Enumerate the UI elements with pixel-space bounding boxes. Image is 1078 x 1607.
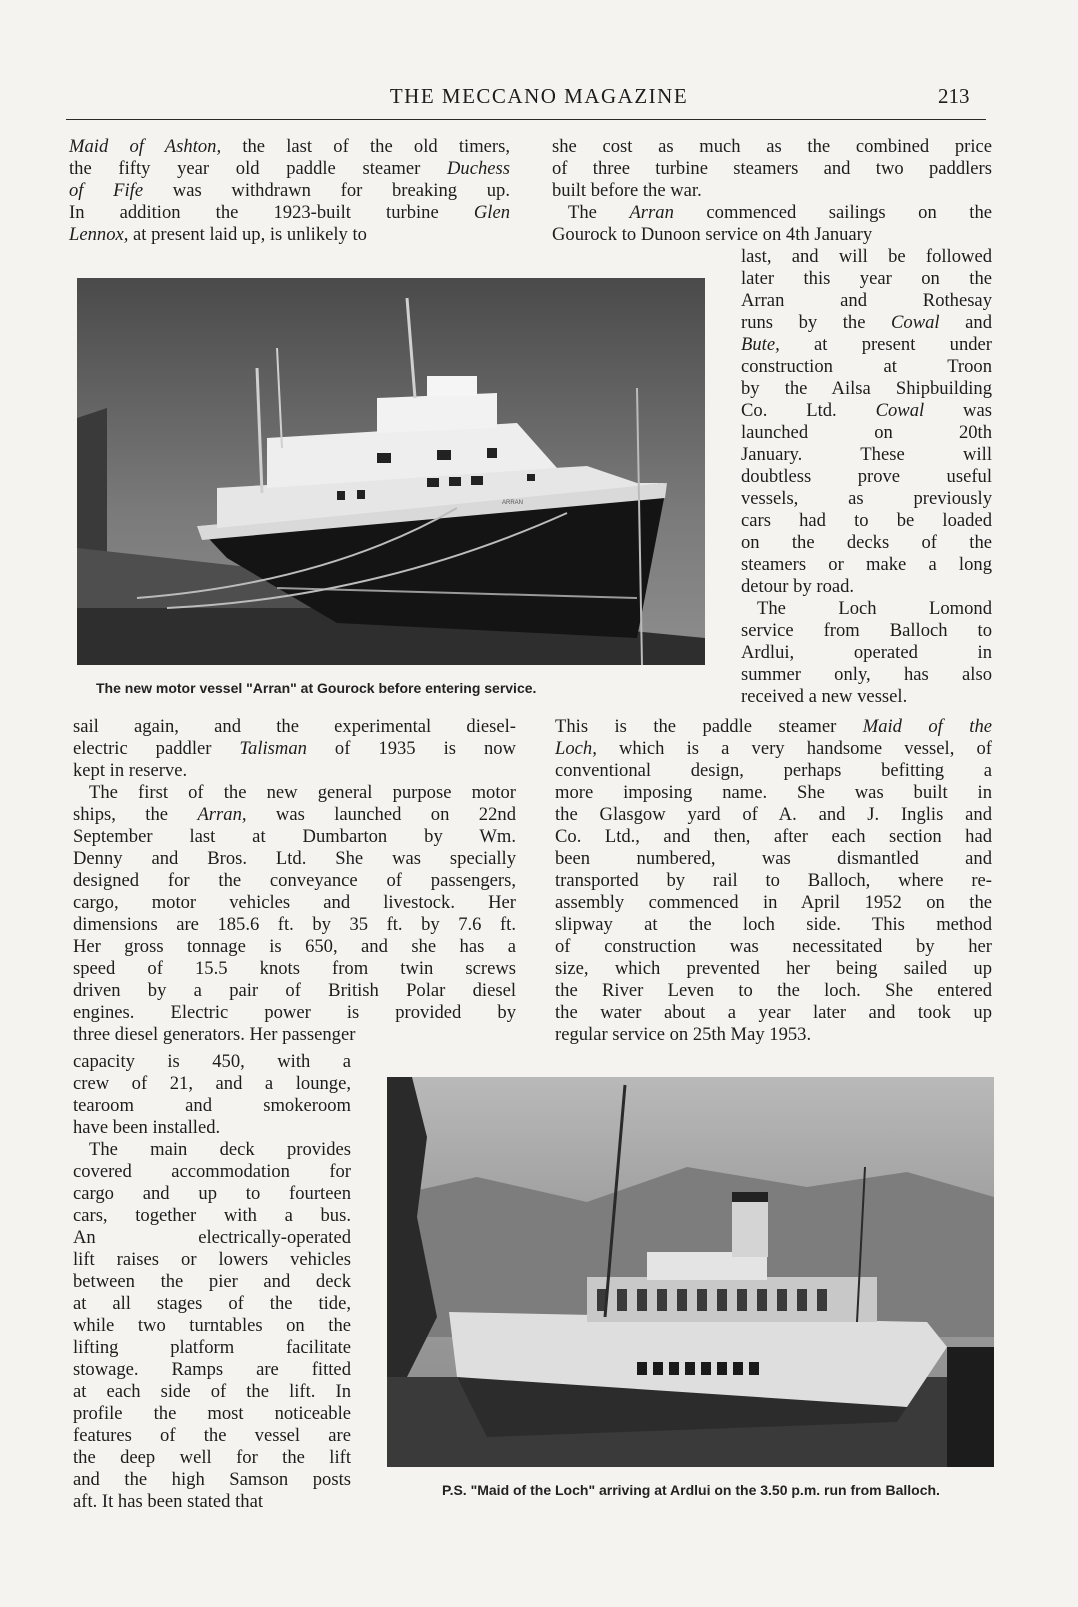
- arran-illustration: [77, 278, 705, 665]
- text-line: been numbered, was dismantled and: [555, 848, 992, 869]
- text-line: of three turbine steamers and two paddlers: [552, 158, 992, 179]
- text-line: three diesel generators. Her passenger: [73, 1024, 356, 1045]
- text-line: the deep well for the lift: [73, 1447, 351, 1468]
- right-column-top: [552, 136, 992, 246]
- text-line: Maid of Ashton, the last of the old timers,: [69, 136, 510, 157]
- text-line: construction at Troon: [741, 356, 992, 377]
- text-line: have been installed.: [73, 1117, 221, 1138]
- header-rule: [66, 119, 986, 120]
- text-line: service from Balloch to: [741, 620, 992, 641]
- text-line: Bute, at present under: [741, 334, 992, 355]
- text-line: designed for the conveyance of passengers,: [73, 870, 516, 891]
- text-line: In addition the 1923-built turbine Glen: [69, 202, 510, 223]
- text-line: while two turntables on the: [73, 1315, 351, 1336]
- text-line: more imposing name. She was built in: [555, 782, 992, 803]
- text-line: slipway at the loch side. This method: [555, 914, 992, 935]
- text-line: vessels, as previously: [741, 488, 992, 509]
- text-line: Co. Ltd., and then, after each section had: [555, 826, 992, 847]
- text-line: the River Leven to the loch. She entered: [555, 980, 992, 1001]
- text-line: launched on 20th: [741, 422, 992, 443]
- text-line: lift raises or lowers vehicles: [73, 1249, 351, 1270]
- text-line: size, which prevented her being sailed up: [555, 958, 992, 979]
- text-line: sail again, and the experimental diesel-: [73, 716, 516, 737]
- text-line: assembly commenced in April 1952 on the: [555, 892, 992, 913]
- hull-name-lettering: ARRAN: [502, 500, 524, 506]
- text-line: electric paddler Talisman of 1935 is now: [73, 738, 516, 759]
- left-column-top: [69, 136, 510, 246]
- text-line: dimensions are 185.6 ft. by 35 ft. by 7.6 ft.: [73, 914, 516, 935]
- text-line: the water about a year later and took up: [555, 1002, 992, 1023]
- text-line: covered accommodation for: [73, 1161, 351, 1182]
- text-line: The first of the new general purpose motor: [89, 782, 516, 803]
- text-line: This is the paddle steamer Maid of the: [555, 716, 992, 737]
- text-line: doubtless prove useful: [741, 466, 992, 487]
- text-line: of construction was necessitated by her: [555, 936, 992, 957]
- figure-caption-maid-of-the-loch: P.S. "Maid of the Loch" arriving at Ardlui on the 3.50 p.m. run from Balloch.: [442, 1482, 940, 1498]
- text-line: Ardlui, operated in: [741, 642, 992, 663]
- text-line: cars had to be loaded: [741, 510, 992, 531]
- text-line: the fifty year old paddle steamer Duchess: [69, 158, 510, 179]
- text-line: transported by rail to Balloch, where re-: [555, 870, 992, 891]
- text-line: cargo and up to fourteen: [73, 1183, 351, 1204]
- text-line: at all stages of the tide,: [73, 1293, 351, 1314]
- text-line: speed of 15.5 knots from twin screws: [73, 958, 516, 979]
- text-line: engines. Electric power is provided by: [73, 1002, 516, 1023]
- right-column-narrow: [741, 246, 992, 708]
- text-line: summer only, has also: [741, 664, 992, 685]
- text-line: Arran and Rothesay: [741, 290, 992, 311]
- text-line: kept in reserve.: [73, 760, 188, 781]
- text-line: lifting platform facilitate: [73, 1337, 351, 1358]
- maid-of-the-loch-illustration: [387, 1077, 994, 1467]
- text-line: Loch, which is a very handsome vessel, of: [555, 738, 992, 759]
- text-line: last, and will be followed: [741, 246, 992, 267]
- text-line: received a new vessel.: [741, 686, 908, 707]
- figure-caption-arran: The new motor vessel "Arran" at Gourock before entering service.: [96, 680, 537, 696]
- right-column-middle: [555, 716, 992, 1046]
- text-line: Gourock to Dunoon service on 4th January: [552, 224, 873, 245]
- text-line: tearoom and smokeroom: [73, 1095, 351, 1116]
- left-column-bottom: [73, 1051, 351, 1513]
- text-line: features of the vessel are: [73, 1425, 351, 1446]
- text-line: cars, together with a bus.: [73, 1205, 351, 1226]
- text-line: at each side of the lift. In: [73, 1381, 351, 1402]
- text-line: An electrically-operated: [73, 1227, 351, 1248]
- text-line: and the high Samson posts: [73, 1469, 351, 1490]
- text-line: The Arran commenced sailings on the: [568, 202, 992, 223]
- arran-photo: [77, 278, 705, 665]
- text-line: profile the most noticeable: [73, 1403, 351, 1424]
- text-line: The Loch Lomond: [757, 598, 992, 619]
- text-line: she cost as much as the combined price: [552, 136, 992, 157]
- text-line: steamers or make a long: [741, 554, 992, 575]
- text-line: Co. Ltd. Cowal was: [741, 400, 992, 421]
- text-line: runs by the Cowal and: [741, 312, 992, 333]
- text-line: cargo, motor vehicles and livestock. Her: [73, 892, 516, 913]
- text-line: by the Ailsa Shipbuilding: [741, 378, 992, 399]
- text-line: built before the war.: [552, 180, 702, 201]
- maid-of-the-loch-photo: [387, 1077, 994, 1467]
- text-line: Her gross tonnage is 650, and she has a: [73, 936, 516, 957]
- text-line: The main deck provides: [89, 1139, 351, 1160]
- text-line: ships, the Arran, was launched on 22nd: [73, 804, 516, 825]
- text-line: January. These will: [741, 444, 992, 465]
- text-line: later this year on the: [741, 268, 992, 289]
- text-line: the Glasgow yard of A. and J. Inglis and: [555, 804, 992, 825]
- text-line: aft. It has been stated that: [73, 1491, 263, 1512]
- text-line: Denny and Bros. Ltd. She was specially: [73, 848, 516, 869]
- text-line: regular service on 25th May 1953.: [555, 1024, 812, 1045]
- text-line: Lennox, at present laid up, is unlikely to: [69, 224, 367, 245]
- text-line: of Fife was withdrawn for breaking up.: [69, 180, 510, 201]
- text-line: conventional design, perhaps befitting a: [555, 760, 992, 781]
- text-line: capacity is 450, with a: [73, 1051, 351, 1072]
- text-line: crew of 21, and a lounge,: [73, 1073, 351, 1094]
- text-line: between the pier and deck: [73, 1271, 351, 1292]
- text-line: September last at Dumbarton by Wm.: [73, 826, 516, 847]
- text-line: on the decks of the: [741, 532, 992, 553]
- running-header-title: THE MECCANO MAGAZINE: [389, 84, 689, 108]
- left-column-middle: [73, 716, 516, 1046]
- text-line: stowage. Ramps are fitted: [73, 1359, 351, 1380]
- text-line: detour by road.: [741, 576, 855, 597]
- page-number: 213: [938, 84, 970, 108]
- text-line: driven by a pair of British Polar diesel: [73, 980, 516, 1001]
